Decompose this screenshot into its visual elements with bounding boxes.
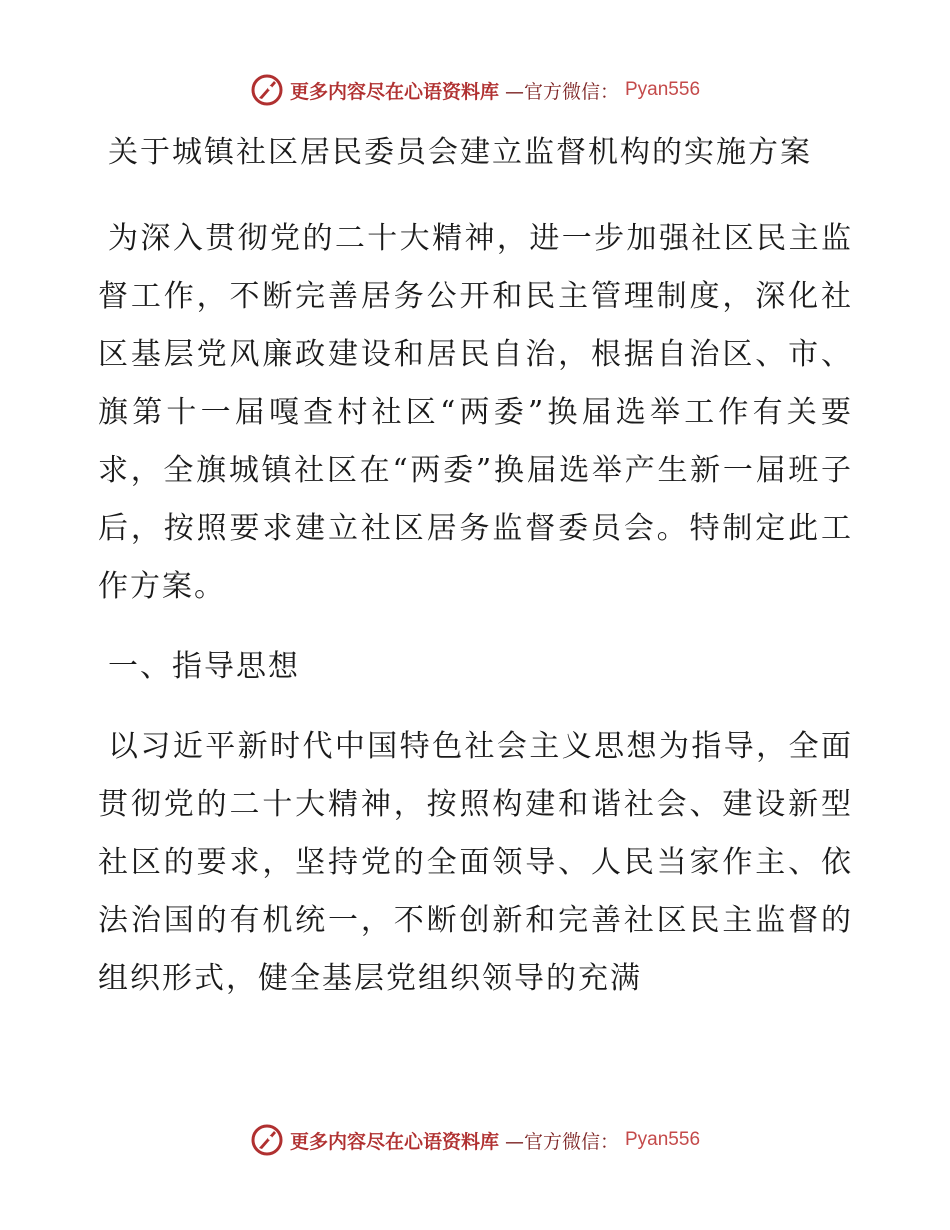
- banner-main-text: 更多内容尽在心语资料库: [289, 1130, 499, 1153]
- paragraph-intro: 为深入贯彻党的二十大精神，进一步加强社区民主监督工作，不断完善居务公开和民主管理制度，深化社区基层党风廉政建设和居民自治，根据自治区、市、旗第十一届嘎查村社区“两委”换届选举工作有关要求，全旗城镇社区在“两委”换届选举产生新一届班子后，按照要求建立社区居务监督委员会。特制定此工作方案。: [98, 221, 853, 604]
- header-banner: [0, 70, 950, 110]
- paragraph-guiding-ideology: 以习近平新时代中国特色社会主义思想为指导，全面贯彻党的二十大精神，按照构建和谐社会、建设新型社区的要求，坚持党的全面领导、人民当家作主、依法治国的有机统一，不断创新和完善社区民主监督的组织形式，健全基层党组织领导的充满: [98, 729, 853, 996]
- footer-banner: [0, 1120, 950, 1160]
- quill-logo-icon: [250, 73, 284, 107]
- document-body: [98, 124, 853, 1008]
- document-title: 关于城镇社区居民委员会建立监督机构的实施方案: [108, 135, 812, 170]
- banner-main-text: 更多内容尽在心语资料库: [289, 80, 499, 103]
- banner-wechat-label: —官方微信：: [504, 1130, 619, 1153]
- banner-wechat-handle: Pyan556: [625, 1129, 701, 1150]
- section-heading-guiding-ideology: 一、指导思想: [108, 649, 300, 684]
- banner-wechat-handle: Pyan556: [625, 79, 701, 100]
- banner-wechat-label: —官方微信：: [504, 80, 619, 103]
- quill-logo-icon: [250, 1123, 284, 1157]
